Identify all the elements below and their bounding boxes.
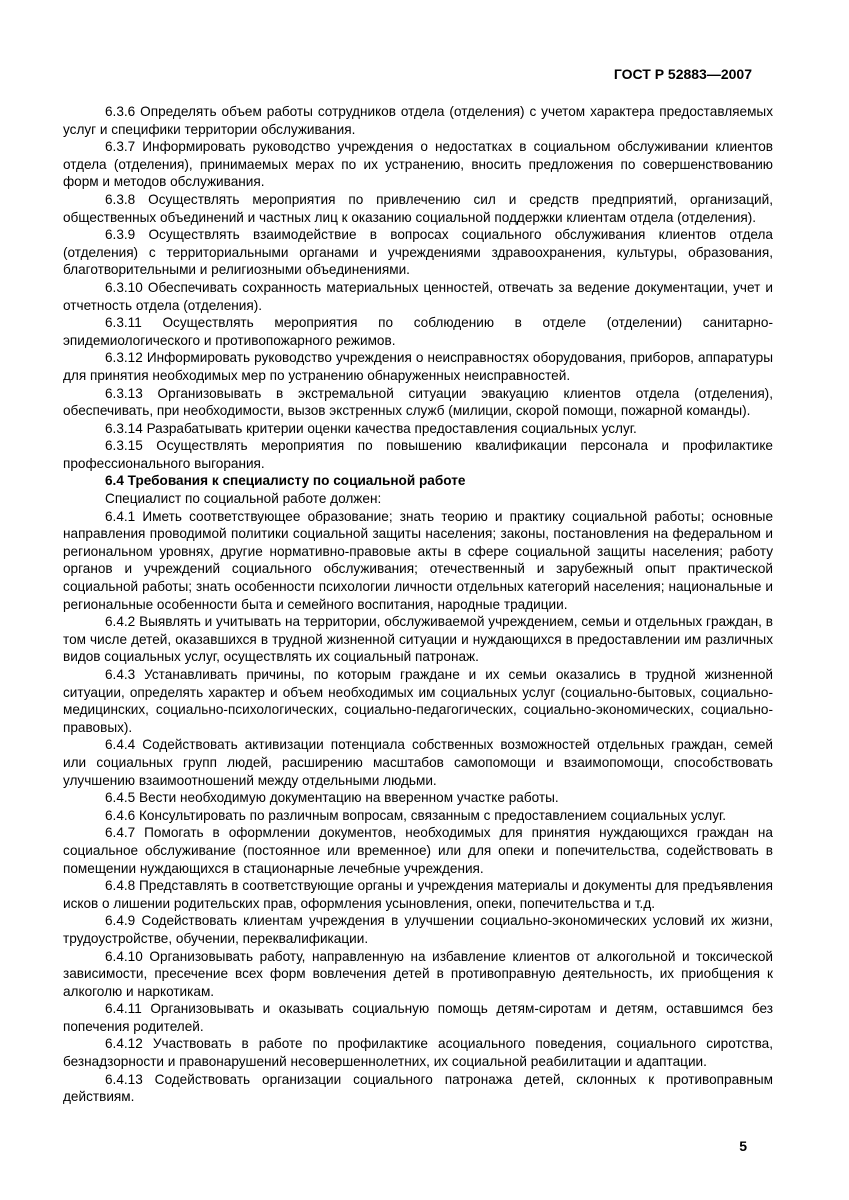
paragraph-6-3-15: 6.3.15 Осуществлять мероприятия по повышению квалификации персонала и профилактике профессионального выгорания.: [63, 438, 773, 471]
paragraph-6-4-5: 6.4.5 Вести необходимую документацию на вверенном участке работы.: [105, 790, 559, 806]
paragraph-6-4-4: 6.4.4 Содействовать активизации потенциала собственных возможностей отдельных граждан, семей или социальных групп людей, расширению масштабов самопомощи и взаимопомощи, способствовать улучшению взаимоотношений между отдельными людьми.: [63, 737, 773, 788]
paragraph-6-3-6: 6.3.6 Определять объем работы сотрудников отдела (отделения) с учетом характера предоставляемых услуг и специфики территории обслуживания.: [63, 104, 773, 137]
paragraph-6-3-11: 6.3.11 Осуществлять мероприятия по соблюдению в отделе (отделении) санитарно-эпидемиологического и противопожарного режимов.: [63, 315, 773, 348]
paragraph-6-4-11: 6.4.11 Организовывать и оказывать социальную помощь детям-сиротам и детям, оставшимся без попечения родителей.: [63, 1001, 773, 1034]
paragraph-6-3-8: 6.3.8 Осуществлять мероприятия по привлечению сил и средств предприятий, организаций, общественных объединений и частных лиц к оказанию социальной поддержки клиентам отдела (отделения).: [63, 191, 773, 225]
paragraph-6-4-8: 6.4.8 Представлять в соответствующие органы и учреждения материалы и документы для предъявления исков о лишении родительских прав, оформления усыновления, опеки, попечительства и т.д.: [63, 878, 773, 911]
paragraph-6-4-9: 6.4.9 Содействовать клиентам учреждения в улучшении социально-экономических условий их жизни, трудоустройстве, обучении, переквалификации.: [63, 913, 773, 946]
paragraph-6-4-10: 6.4.10 Организовывать работу, направленную на избавление клиентов от алкогольной и токсической зависимости, пресечение всех форм вовлечения детей в противоправную деятельность, их приобщения к алкоголю и наркотикам.: [63, 948, 773, 999]
section-heading-6-4: 6.4 Требования к специалисту по социальной работе: [105, 473, 466, 489]
paragraph-6-3-14: 6.3.14 Разрабатывать критерии оценки качества предоставления социальных услуг.: [105, 420, 637, 436]
paragraph-6-3-7: 6.3.7 Информировать руководство учреждения о недостатках в социальном обслуживании клиентов отдела (отделения), принимаемых мерах по их устранению, вносить предложения по совершенствованию форм и методов обслуживания.: [63, 139, 773, 190]
paragraph-6-4-2: 6.4.2 Выявлять и учитывать на территории, обслуживаемой учреждением, семьи и отдельных граждан, в том числе детей, оказавшихся в трудной жизненной ситуации и нуждающихся в предоставлении им различных видов социальных услуг, осуществлять их социальный патронаж.: [63, 614, 773, 665]
paragraph-6-3-10: 6.3.10 Обеспечивать сохранность материальных ценностей, отвечать за ведение документации, учет и отчетность отдела (отделения).: [63, 279, 773, 313]
paragraph-6-3-12: 6.3.12 Информировать руководство учреждения о неисправностях оборудования, приборов, аппаратуры для принятия необходимых мер по устранению обнаруженных неисправностей.: [63, 350, 773, 383]
paragraph-6-4-3: 6.4.3 Устанавливать причины, по которым граждане и их семьи оказались в трудной жизненной ситуации, определять характер и объем необходимых им социальных услуг (социально-бытовых, социально-медицинских, социально-психологических, социально-педагогических, социально-экономических, социально-правовых).: [63, 667, 773, 735]
page-number: 5: [739, 1138, 747, 1154]
paragraph-6-4-12: 6.4.12 Участвовать в работе по профилактике асоциального поведения, социального сиротства, безнадзорности и правонарушений несовершеннолетних, их социальной реабилитации и адаптации.: [63, 1036, 773, 1070]
paragraph-6-4-6: 6.4.6 Консультировать по различным вопросам, связанным с предоставлением социальных услуг.: [105, 807, 727, 823]
paragraph-6-4-1: 6.4.1 Иметь соответствующее образование; знать теорию и практику социальной работы; основные направления проводимой политики социальной защиты населения; законы, постановления на федеральном и региональном уровнях, другие нормативно-правовые акты в сфере социальной защиты населения; работу органов и учреждений социального обслуживания; отечественный и зарубежный опыт практической социальной работы; знать особенности психологии личности отдельных категорий населения; национальные и региональные особенности быта и семейного воспитания, народные традиции.: [63, 508, 773, 612]
paragraph-intro-6-4: Специалист по социальной работе должен:: [105, 491, 382, 507]
paragraph-6-4-13: 6.4.13 Содействовать организации социального патронажа детей, склонных к противоправным действиям.: [63, 1071, 773, 1105]
document-body: [63, 103, 773, 1106]
paragraph-6-4-7: 6.4.7 Помогать в оформлении документов, необходимых для принятия нуждающихся граждан на социальное обслуживание (постоянное или временное) или для опеки и попечительства, содействовать в помещении нуждающихся в стационарные лечебные учреждения.: [63, 825, 773, 876]
paragraph-6-3-9: 6.3.9 Осуществлять взаимодействие в вопросах социального обслуживания клиентов отдела (отделения) с территориальными органами и учреждениями здравоохранения, культуры, образования, благотворительными и религиозными объединениями.: [63, 227, 773, 278]
paragraph-6-3-13: 6.3.13 Организовывать в экстремальной ситуации эвакуацию клиентов отдела (отделения), обеспечивать, при необходимости, вызов экстренных служб (милиции, скорой помощи, пожарной команды).: [63, 385, 773, 419]
document-code: ГОСТ Р 52883—2007: [613, 66, 752, 82]
